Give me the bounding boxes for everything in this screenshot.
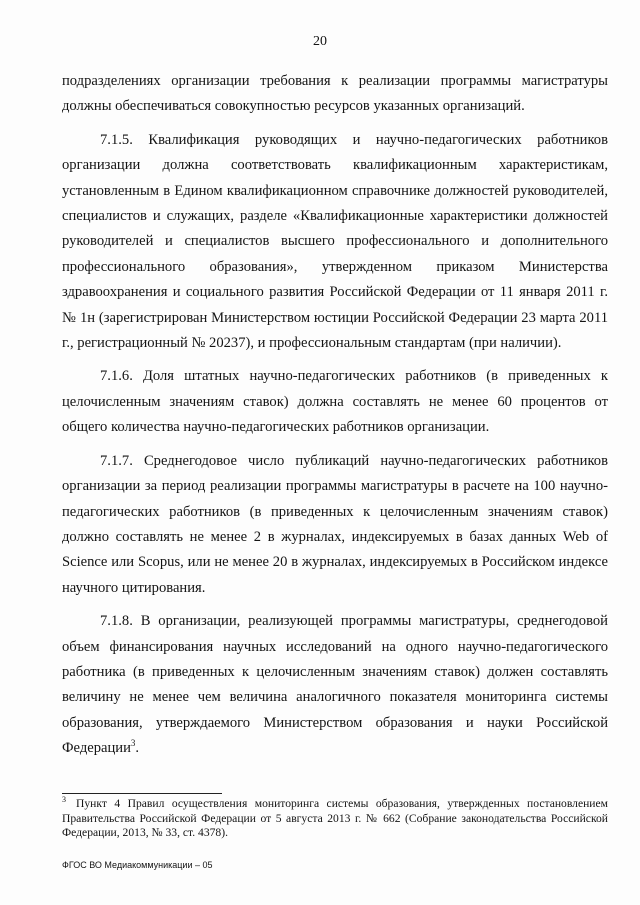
footnote: 3 Пункт 4 Правил осуществления мониторинга системы образования, утвержденных постановлением Правительства Российской Федерации от 5 августа 2013 г. № 662 (Собрание законодательства Российской Федерации, 2013, № 33, ст. 4378). <box>62 795 608 839</box>
page-number: 20 <box>313 34 327 49</box>
paragraph-7-1-5: 7.1.5. Квалификация руководящих и научно-педагогических работников организации должна соответствовать квалификационным характеристикам, установленным в Едином квалификационном справочнике должностей руководителей, специалистов и служащих, разделе «Квалификационные характеристики должностей руководителей и специалистов высшего профессионального и дополнительного профессионального образования», утвержденном приказом Министерства здравоохранения и социального развития Российской Федерации от 11 января 2011 г. № 1н (зарегистрирован Министерством юстиции Российской Федерации 23 марта 2011 г., регистрационный № 20237), и профессиональным стандартам (при наличии). <box>62 131 608 352</box>
page-footer: ФГОС ВО Медиакоммуникации – 05 <box>62 860 213 870</box>
paragraph-7-1-7: 7.1.7. Среднегодовое число публикаций научно-педагогических работников организации за период реализации программы магистратуры в расчете на 100 научно-педагогических работников (в приведенных к целочисленным значениям ставок) должно составлять не менее 2 в журналах, индексируемых в базах данных Web of Science или Scopus, или не менее 20 в журналах, индексируемых в Российском индексе научного цитирования. <box>62 452 608 596</box>
paragraph-continuation: подразделениях организации требования к реализации программы магистратуры должны обеспечиваться совокупностью ресурсов указанных организаций. <box>62 73 608 115</box>
paragraph-7-1-8-text: 7.1.8. В организации, реализующей программы магистратуры, среднегодовой объем финансирования научных исследований на одного научно-педагогического работника (в приведенных к целочисленным значениям ставок) должен составлять величину не менее чем величина аналогичного показателя мониторинга системы образования, утверждаемого Министерством образования и науки Российской Федерации <box>62 613 608 757</box>
paragraph-7-1-6: 7.1.6. Доля штатных научно-педагогических работников (в приведенных к целочисленным значениям ставок) должна составлять не менее 60 процентов от общего количества научно-педагогических работников организации. <box>62 368 608 436</box>
footnote-text: Пункт 4 Правил осуществления мониторинга системы образования, утвержденных постановлением Правительства Российской Федерации от 5 августа 2013 г. № 662 (Собрание законодательства Российской Федерации, 2013, № 33, ст. 4378). <box>62 797 608 839</box>
footnote-reference: 3 <box>130 738 136 749</box>
body-text <box>62 69 608 770</box>
footnote-divider <box>62 793 222 794</box>
paragraph-7-1-8: 7.1.8. В организации, реализующей программы магистратуры, среднегодовой объем финансирования научных исследований на одного научно-педагогического работника (в приведенных к целочисленным значениям ставок) должен составлять величину не менее чем величина аналогичного показателя мониторинга системы образования, утверждаемого Министерством образования и науки Российской Федерации$^3$. <box>62 613 608 757</box>
